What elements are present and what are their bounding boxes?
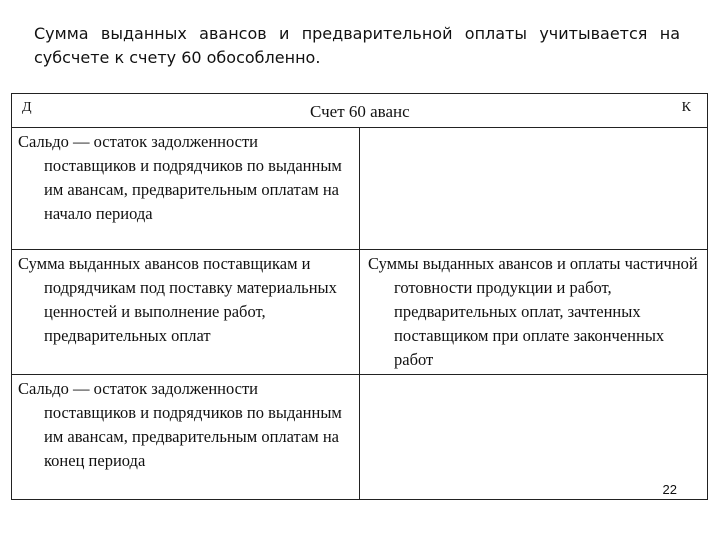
table-header-row	[12, 94, 708, 128]
account-header	[12, 94, 708, 128]
credit-turnover-text: Суммы выданных авансов и оплаты частичной готовности продукции и работ, предварительных оплат, зачтенных поставщиком при оплате законченных работ	[368, 254, 698, 369]
debit-turnover-cell	[12, 250, 360, 375]
debit-turnover-text: Сумма выданных авансов поставщикам и подрядчикам под поставку материальных ценностей и выполнение работ, предварительных оплат	[18, 254, 337, 345]
table-row	[12, 375, 708, 500]
closing-credit-cell	[360, 375, 708, 500]
opening-balance-cell	[12, 128, 360, 250]
debit-label: Д	[22, 100, 32, 115]
table-row	[12, 128, 708, 250]
intro-paragraph: Сумма выданных авансов и предварительной оплаты учитывается на субсчете к счету 60 обособленно.	[34, 24, 680, 67]
credit-turnover-cell	[360, 250, 708, 375]
table-row	[12, 250, 708, 375]
closing-balance-text: Сальдо — остаток задолженности поставщиков и подрядчиков по выданным им авансам, предварительным оплатам на конец периода	[18, 379, 342, 470]
page-number: 22	[662, 482, 677, 497]
account-title: Счет 60 аванс	[310, 102, 410, 121]
closing-balance-cell	[12, 375, 360, 500]
empty-credit-cell	[360, 128, 708, 250]
credit-label: К	[681, 100, 691, 115]
opening-balance-text: Сальдо — остаток задолженности поставщиков и подрядчиков по выданным им авансам, предварительным оплатам на начало периода	[18, 132, 342, 223]
t-account-table	[11, 93, 708, 500]
